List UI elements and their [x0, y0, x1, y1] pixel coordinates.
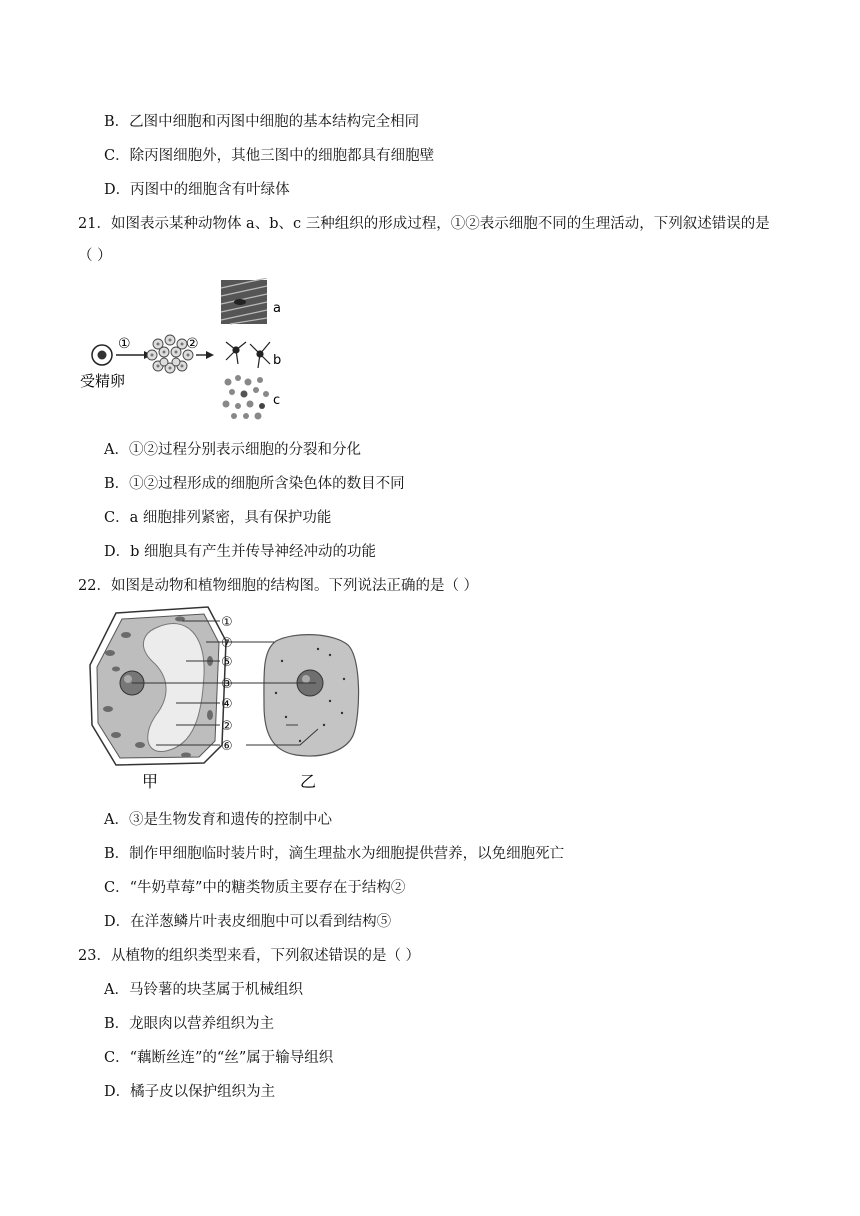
zygote-icon: [92, 345, 112, 365]
mark-7: ⑦: [221, 636, 233, 651]
q21-option-d: D．b 细胞具有产生并传导神经冲动的功能: [104, 544, 377, 560]
q23-option-c: C．“藕断丝连”的“丝”属于输导组织: [104, 1050, 334, 1066]
option-d-prev: D．丙图中的细胞含有叶绿体: [104, 182, 290, 198]
q22-option-d: D．在洋葱鳞片叶表皮细胞中可以看到结构⑤: [104, 914, 392, 930]
option-c-prev: C．除丙图细胞外，其他三图中的细胞都具有细胞壁: [104, 148, 435, 164]
animal-cell-label: 乙: [300, 772, 317, 791]
q21-stem-paren: （ ）: [78, 248, 112, 264]
mark-3: ③: [221, 677, 233, 692]
mark-6: ⑥: [221, 739, 233, 754]
zygote-label: 受精卵: [80, 372, 126, 390]
q22-option-a: A．③是生物发育和遗传的控制中心: [104, 812, 332, 828]
q21-option-b: B．①②过程形成的细胞所含染色体的数目不同: [104, 476, 405, 492]
tissue-b-icon: [226, 342, 270, 368]
mark-1: ①: [221, 615, 233, 630]
q23-option-b: B．龙眼肉以营养组织为主: [104, 1016, 275, 1032]
step2-label: ②: [186, 336, 199, 352]
q21-stem: 21．如图表示某种动物体 a、b、c 三种组织的形成过程，①②表示细胞不同的生理活动，下列叙述错误的是: [78, 216, 770, 232]
animal-cell-icon: [264, 635, 359, 756]
tissue-formation-diagram: [80, 278, 300, 426]
arrow-step2-icon: [196, 351, 214, 359]
q21-option-a: A．①②过程分别表示细胞的分裂和分化: [104, 442, 361, 458]
q22-stem: 22．如图是动物和植物细胞的结构图。下列说法正确的是（ ）: [78, 578, 479, 594]
tissue-c-label: c: [273, 393, 281, 408]
q21-tissue-formation-figure: [80, 278, 300, 426]
mark-4: ④: [221, 697, 233, 712]
q21-option-c: C．a 细胞排列紧密，具有保护功能: [104, 510, 332, 526]
q23-stem: 23．从植物的组织类型来看，下列叙述错误的是（ ）: [78, 948, 421, 964]
mark-2: ②: [221, 719, 233, 734]
option-b-prev: B．乙图中细胞和丙图中细胞的基本结构完全相同: [104, 114, 420, 130]
tissue-a-icon: [221, 278, 267, 324]
tissue-b-label: b: [273, 353, 282, 368]
plant-cell-icon: [90, 607, 226, 765]
q22-option-b: B．制作甲细胞临时装片时，滴生理盐水为细胞提供营养，以免细胞死亡: [104, 846, 565, 862]
mark-5: ⑤: [221, 655, 233, 670]
q22-cell-structure-figure: [86, 605, 376, 793]
q22-option-c: C．“牛奶草莓”中的糖类物质主要存在于结构②: [104, 880, 406, 896]
tissue-a-label: a: [273, 301, 281, 316]
plant-animal-cell-diagram: [86, 605, 376, 793]
q23-option-a: A．马铃薯的块茎属于机械组织: [104, 982, 303, 998]
plant-cell-label: 甲: [142, 772, 159, 791]
step1-label: ①: [118, 336, 131, 352]
tissue-c-icon: [223, 375, 270, 420]
q23-option-d: D．橘子皮以保护组织为主: [104, 1084, 276, 1100]
